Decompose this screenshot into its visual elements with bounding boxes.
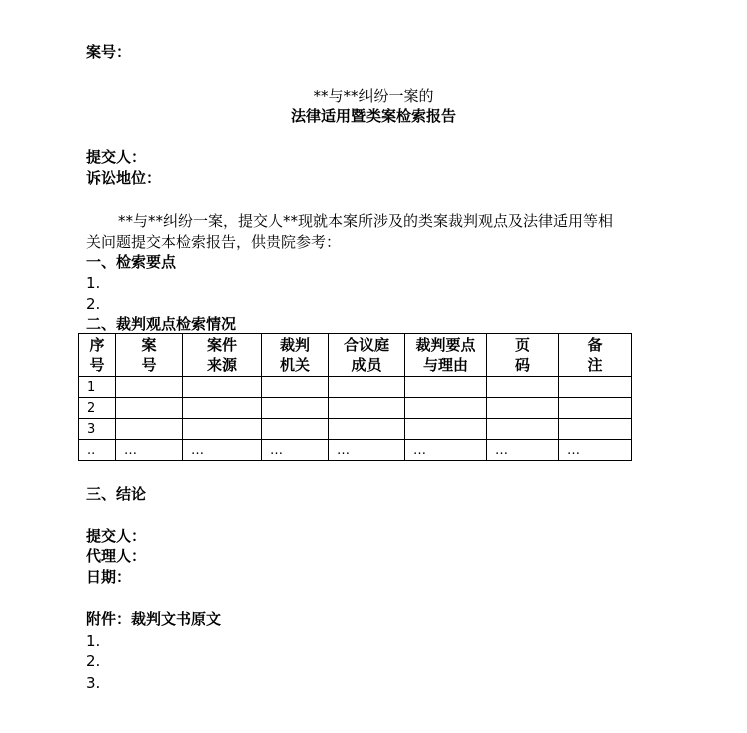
report-title: 法律适用暨类案检索报告 xyxy=(290,107,456,125)
report-title-line1: **与**纠纷一案的 xyxy=(313,87,434,105)
column-header-page: 页 码 xyxy=(487,334,559,377)
table-cell xyxy=(262,377,329,398)
table-cell: … xyxy=(116,440,183,461)
table-cell xyxy=(183,398,262,419)
table-cell xyxy=(559,419,632,440)
intro-paragraph-line2: 关问题提交本检索报告，供贵院参考： xyxy=(86,233,342,251)
submitter-label: 提交人： xyxy=(86,148,147,166)
column-header-remarks: 备 注 xyxy=(559,334,632,377)
section3-title: 三、结论 xyxy=(86,485,147,503)
table-cell xyxy=(405,419,487,440)
column-header-index: 序 号 xyxy=(79,334,116,377)
litigation-status-label: 诉讼地位： xyxy=(86,169,162,187)
table-cell xyxy=(262,398,329,419)
signature-submitter-label: 提交人： xyxy=(86,527,147,545)
case-number-label: 案号： xyxy=(86,43,132,61)
table-row xyxy=(79,440,632,461)
table-cell: .. xyxy=(79,440,116,461)
table-cell xyxy=(183,419,262,440)
column-header-court: 裁判 机关 xyxy=(262,334,329,377)
table-row xyxy=(79,419,632,440)
table-cell xyxy=(405,377,487,398)
column-header-case-number: 案 号 xyxy=(116,334,183,377)
table-row xyxy=(79,398,632,419)
case-search-table xyxy=(78,333,632,461)
attachment-item: 3. xyxy=(86,674,101,692)
attachment-item: 2. xyxy=(86,652,101,670)
table-cell xyxy=(262,419,329,440)
table-cell: … xyxy=(262,440,329,461)
table-cell xyxy=(329,419,405,440)
table-cell: 3 xyxy=(79,419,116,440)
table-cell xyxy=(559,398,632,419)
table-cell xyxy=(329,398,405,419)
table-cell xyxy=(116,398,183,419)
section1-title: 一、检索要点 xyxy=(86,253,177,271)
section1-item: 1. xyxy=(86,274,101,292)
table-cell xyxy=(116,419,183,440)
section1-item: 2. xyxy=(86,295,101,313)
column-header-case-source: 案件 来源 xyxy=(183,334,262,377)
table-cell xyxy=(183,377,262,398)
signature-date-label: 日期： xyxy=(86,568,132,586)
attachment-item: 1. xyxy=(86,632,101,650)
table-cell: … xyxy=(487,440,559,461)
table-cell xyxy=(487,398,559,419)
table-cell: 2 xyxy=(79,398,116,419)
table-cell xyxy=(487,419,559,440)
table-cell xyxy=(116,377,183,398)
attachment-title: 附件：裁判文书原文 xyxy=(86,610,222,628)
table-header-row xyxy=(79,334,632,377)
column-header-key-points: 裁判要点 与理由 xyxy=(405,334,487,377)
table-cell: … xyxy=(559,440,632,461)
table-cell xyxy=(329,377,405,398)
signature-agent-label: 代理人： xyxy=(86,547,147,565)
section2-title: 二、裁判观点检索情况 xyxy=(86,315,237,333)
table-cell xyxy=(559,377,632,398)
table-cell: … xyxy=(329,440,405,461)
table-cell: … xyxy=(183,440,262,461)
table-cell: … xyxy=(405,440,487,461)
table-cell: 1 xyxy=(79,377,116,398)
table-cell xyxy=(487,377,559,398)
column-header-panel-members: 合议庭 成员 xyxy=(329,334,405,377)
table-cell xyxy=(405,398,487,419)
intro-paragraph-line1: **与**纠纷一案，提交人**现就本案所涉及的类案裁判观点及法律适用等相 xyxy=(118,212,614,230)
table-row xyxy=(79,377,632,398)
